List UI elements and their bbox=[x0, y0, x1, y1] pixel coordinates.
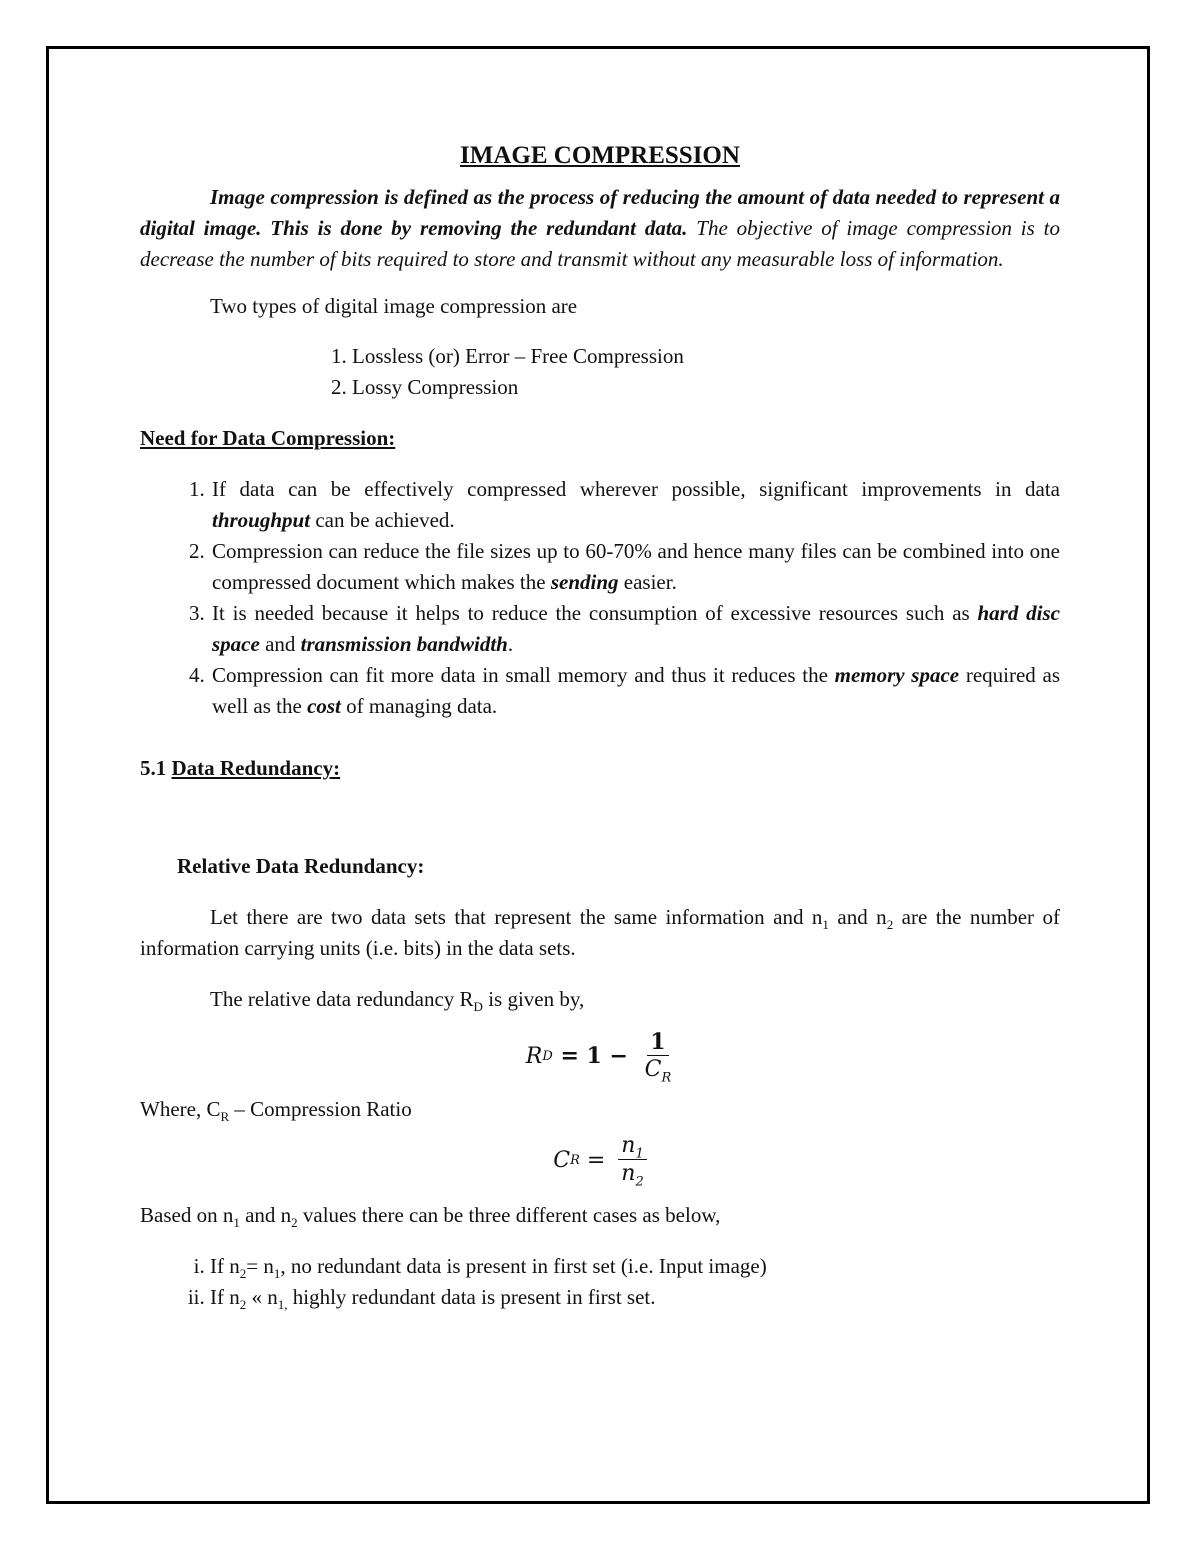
intro-objective: The objective of image compression is to decrease the number of bits required to store and transmit without any measurable loss of information. bbox=[140, 216, 1060, 271]
intro-paragraph bbox=[140, 182, 1060, 275]
types-lead: Two types of digital image compression are bbox=[210, 294, 578, 318]
redundancy-heading: 5.1 Data Redundancy: bbox=[140, 756, 341, 780]
list-item: ii. If $n_2$ « $n_{1,}$ highly redundant data is present in first set. bbox=[210, 1282, 1060, 1313]
equation-redundancy: R D = 1 − $\frac{1}{C_R}$ bbox=[140, 1029, 1060, 1084]
list-item: 2. Lossy Compression bbox=[352, 372, 1060, 403]
equation-compression-ratio: C R = $\frac{n_1}{n_2}$ bbox=[140, 1133, 1060, 1188]
document-body bbox=[140, 140, 1060, 1313]
fraction: $\frac{1}{C_R}$ bbox=[644, 1029, 672, 1086]
need-heading: Need for Data Compression: bbox=[140, 426, 396, 450]
where-line: Where, $C_R$ – Compression Ratio bbox=[140, 1097, 412, 1125]
list-item: 3. It is needed because it helps to reduce the consumption of excessive resources such as hard disc space and transmission bandwidth. bbox=[210, 598, 1060, 660]
need-list bbox=[140, 474, 1060, 722]
cases-lead: Based on $n_1$ and $n_2$ values there can be three different cases as below, bbox=[140, 1203, 721, 1231]
section-number: 5.1 bbox=[140, 756, 167, 780]
cases-list bbox=[140, 1251, 1060, 1313]
list-item: 1. Lossless (or) Error – Free Compression bbox=[352, 341, 1060, 372]
list-item: i. If $n_2= n_1$, no redundant data is present in first set (i.e. Input image) bbox=[210, 1251, 1060, 1282]
list-item: 1. If data can be effectively compressed wherever possible, significant improvements in data throughput can be achieved. bbox=[210, 474, 1060, 536]
fraction: $\frac{n_1}{n_2}$ bbox=[618, 1133, 646, 1188]
rd-definition: The relative data redundancy $R_D$ is given by, bbox=[210, 987, 585, 1015]
datasets-paragraph: Let there are two data sets that represent the same information and $n_1$ and $n_2$ are the number of information carrying units (i.e. bits) in the data sets. bbox=[140, 905, 1060, 960]
relative-redundancy-heading: Relative Data Redundancy: bbox=[177, 854, 425, 878]
page-title: IMAGE COMPRESSION bbox=[460, 142, 740, 169]
list-item: 4. Compression can fit more data in small memory and thus it reduces the memory space required as well as the cost of managing data. bbox=[210, 660, 1060, 722]
list-item: 2. Compression can reduce the file sizes up to 60-70% and hence many files can be combined into one compressed document which makes the sending easier. bbox=[210, 536, 1060, 598]
intro-definition: Image compression is defined as the process of reducing the amount of data needed to represent a digital image. This is done by removing the redundant data. bbox=[140, 185, 1060, 240]
types-list bbox=[140, 341, 1060, 403]
